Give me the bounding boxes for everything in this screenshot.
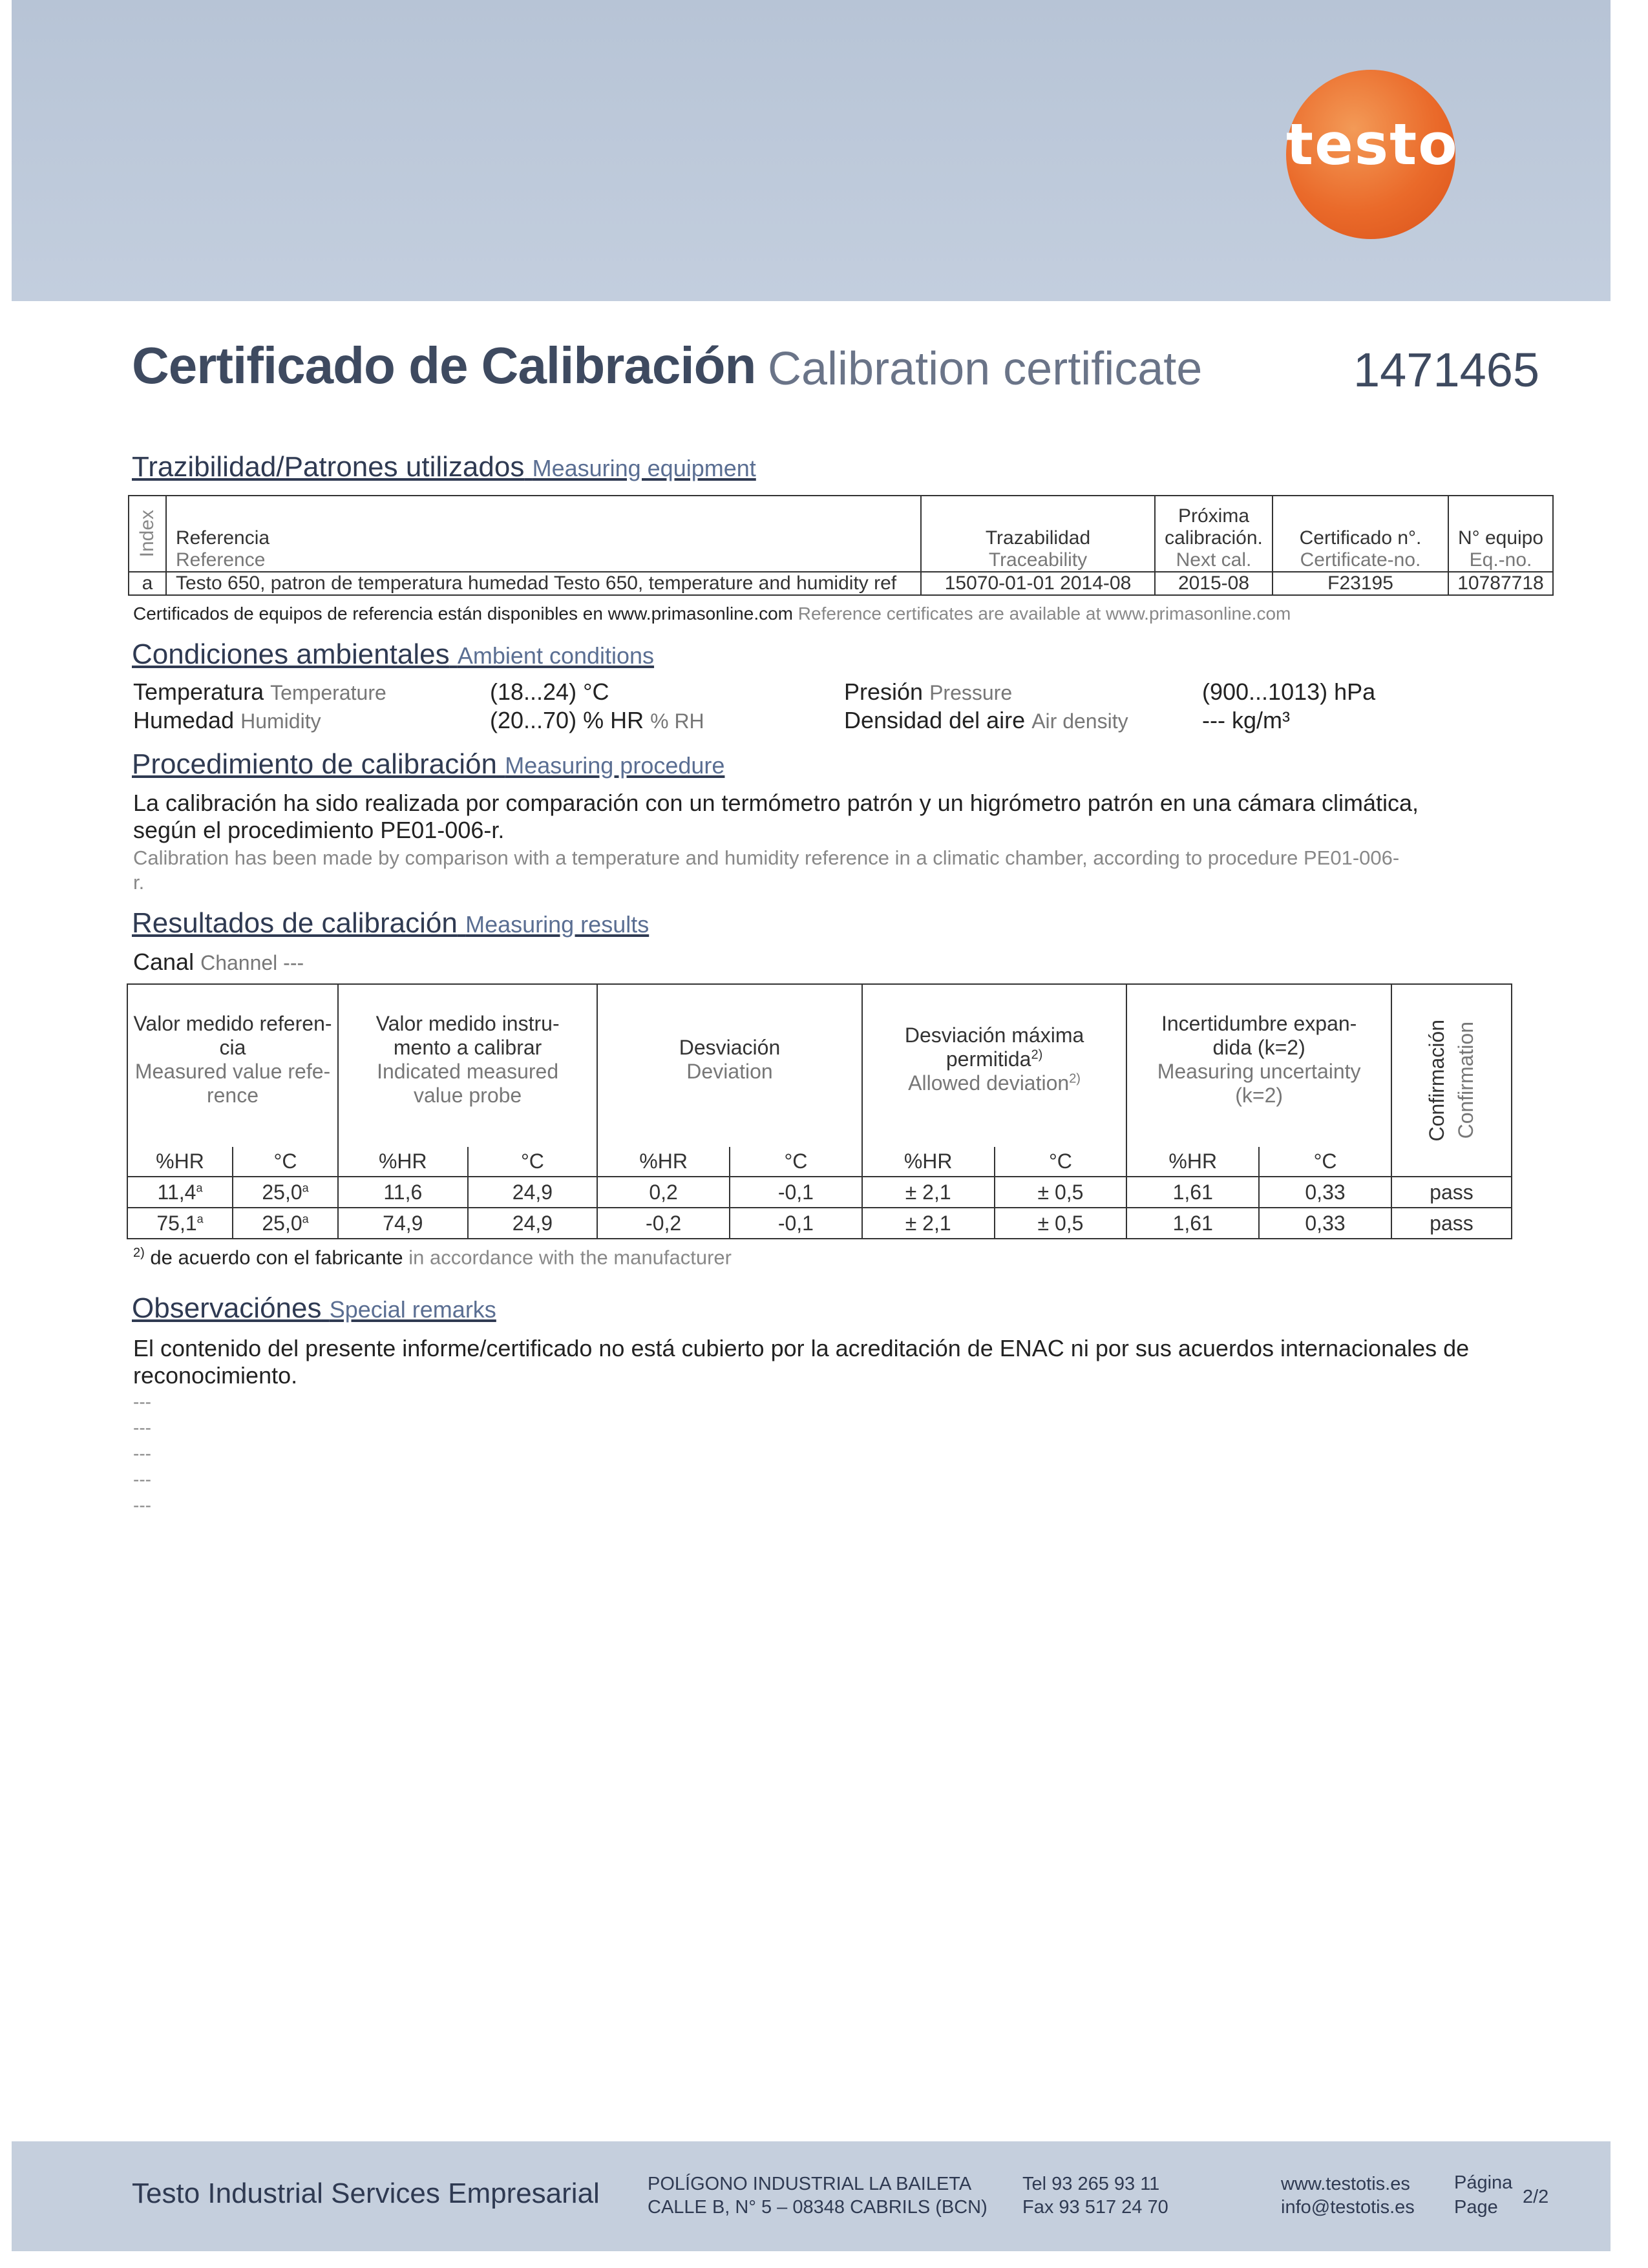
- max-hr-cell: ± 2,1: [862, 1177, 995, 1208]
- unit-cell: °C: [730, 1147, 862, 1177]
- reference-cell: Testo 650, patron de temperatura humedad Testo 650, temperature and humidity ref: [166, 572, 921, 595]
- traceability-header: Trazabilidad Traceability: [921, 496, 1155, 572]
- email-link[interactable]: info@testotis.es: [1281, 2197, 1415, 2218]
- dev-c-cell: -0,1: [730, 1208, 862, 1239]
- remarks-dash: ---: [133, 1444, 151, 1464]
- remarks-dash: ---: [133, 1495, 151, 1515]
- page-number: 2/2: [1523, 2187, 1549, 2207]
- remarks-dash: ---: [133, 1418, 151, 1438]
- deviation-header: Desviación Deviation: [597, 984, 862, 1147]
- unc-hr-cell: 1,61: [1126, 1208, 1259, 1239]
- procedure-text-es-2: según el procedimiento PE01-006-r.: [133, 817, 505, 843]
- unc-hr-cell: 1,61: [1126, 1177, 1259, 1208]
- air-density-label: Densidad del aire Air density: [844, 707, 1128, 733]
- certificate-header: Certificado n°. Certificate-no.: [1273, 496, 1448, 572]
- ind-c-cell: 24,9: [468, 1208, 598, 1239]
- dev-hr-cell: -0,2: [597, 1208, 730, 1239]
- page-title: Certificado de Calibración: [132, 337, 756, 394]
- max-c-cell: ± 0,5: [995, 1208, 1127, 1239]
- ind-hr-cell: 74,9: [338, 1208, 468, 1239]
- index-cell: a: [129, 572, 166, 595]
- ref-hr-cell: 11,4$^a$: [127, 1177, 233, 1208]
- next-cal-cell: 2015-08: [1155, 572, 1273, 595]
- unit-cell: %HR: [862, 1147, 995, 1177]
- index-header: Index: [129, 496, 166, 572]
- table-row: [127, 1208, 1512, 1239]
- channel-label: Canal Channel ---: [133, 949, 304, 975]
- ref-c-cell: 25,0$^a$: [233, 1208, 338, 1239]
- section-heading-results: Resultados de calibración Measuring results: [132, 907, 650, 939]
- page-label-es: Página: [1454, 2172, 1513, 2193]
- address-line-2: CALLE B, N° 5 – 08348 CABRILS (BCN): [648, 2197, 988, 2218]
- fax-number: Fax 93 517 24 70: [1022, 2197, 1168, 2218]
- footnote: $^{2)}$ de acuerdo con el fabricante in accordance with the manufacturer: [133, 1246, 732, 1269]
- temperature-value: (18...24) °C: [490, 678, 609, 705]
- next-cal-header: Próxima calibración. Next cal.: [1155, 496, 1273, 572]
- equipment-no-header: N° equipo Eq.-no.: [1448, 496, 1553, 572]
- ind-c-cell: 24,9: [468, 1177, 598, 1208]
- ref-c-cell: 25,0$^a$: [233, 1177, 338, 1208]
- testo-logo-text: testo: [1286, 111, 1459, 178]
- unit-cell: °C: [995, 1147, 1127, 1177]
- temperature-label: Temperatura Temperature: [133, 678, 386, 705]
- website-link[interactable]: www.testotis.es: [1281, 2174, 1410, 2194]
- unit-cell: %HR: [597, 1147, 730, 1177]
- confirmation-cell: pass: [1391, 1208, 1512, 1239]
- procedure-text-en-1: Calibration has been made by comparison with a temperature and humidity reference in a climatic chamber, according to procedure PE01-006-: [133, 846, 1400, 869]
- remarks-dash: ---: [133, 1392, 151, 1412]
- address-line-1: POLÍGONO INDUSTRIAL LA BAILETA: [648, 2174, 972, 2194]
- table-row: [127, 1177, 1512, 1208]
- section-heading-ambient: Condiciones ambientales Ambient conditions: [132, 638, 655, 670]
- air-density-value: --- kg/m³: [1202, 707, 1290, 733]
- ind-hr-cell: 11,6: [338, 1177, 468, 1208]
- section-heading-remarks: Observaciónes Special remarks: [132, 1292, 496, 1324]
- indicated-value-header: Valor medido instru- mento a calibrar Indicated measured value probe: [338, 984, 597, 1147]
- max-c-cell: ± 0,5: [995, 1177, 1127, 1208]
- pressure-label: Presión Pressure: [844, 678, 1013, 705]
- results-table: [127, 983, 1512, 1239]
- unit-cell: %HR: [127, 1147, 233, 1177]
- pressure-value: (900...1013) hPa: [1202, 678, 1376, 705]
- uncertainty-header: Incertidumbre expan- dida (k=2) Measuring uncertainty (k=2): [1126, 984, 1391, 1147]
- reference-value-header: Valor medido referen- cia Measured value refe- rence: [127, 984, 338, 1147]
- confirmation-cell: pass: [1391, 1177, 1512, 1208]
- procedure-text-en-2: r.: [133, 871, 145, 894]
- table-row: [129, 572, 1553, 595]
- dev-c-cell: -0,1: [730, 1177, 862, 1208]
- unit-cell: %HR: [338, 1147, 468, 1177]
- unit-cell: °C: [1259, 1147, 1391, 1177]
- remarks-dash: ---: [133, 1469, 151, 1489]
- section-heading-equipment: Trazibilidad/Patrones utilizados Measuring equipment: [132, 451, 756, 483]
- procedure-text-es-1: La calibración ha sido realizada por comparación con un termómetro patrón y un higrómetro patrón en una cámara climática,: [133, 790, 1419, 816]
- unit-cell: °C: [233, 1147, 338, 1177]
- humidity-value: (20...70) % HR % RH: [490, 707, 704, 733]
- ref-hr-cell: 75,1$^a$: [127, 1208, 233, 1239]
- unit-cell: %HR: [1126, 1147, 1259, 1177]
- max-hr-cell: ± 2,1: [862, 1208, 995, 1239]
- reference-certificates-note: Certificados de equipos de referencia están disponibles en www.primasonline.com Reference certificates are available at www.primasonline.com: [133, 604, 1291, 624]
- reference-header: Referencia Reference: [166, 496, 921, 572]
- page-title-en: Calibration certificate: [768, 343, 1203, 395]
- remarks-text-2: reconocimiento.: [133, 1362, 298, 1389]
- dev-hr-cell: 0,2: [597, 1177, 730, 1208]
- unit-cell: °C: [468, 1147, 598, 1177]
- phone-number: Tel 93 265 93 11: [1022, 2174, 1160, 2194]
- certificate-cell: F23195: [1273, 572, 1448, 595]
- certificate-number: 1471465: [1353, 343, 1540, 397]
- traceability-cell: 15070-01-01 2014-08: [921, 572, 1155, 595]
- page-label-en: Page: [1454, 2197, 1498, 2218]
- units-row: [127, 1147, 1512, 1177]
- equipment-table: [128, 495, 1554, 596]
- company-name: Testo Industrial Services Empresarial: [132, 2178, 600, 2209]
- unc-c-cell: 0,33: [1259, 1208, 1391, 1239]
- equipment-no-cell: 10787718: [1448, 572, 1553, 595]
- unc-c-cell: 0,33: [1259, 1177, 1391, 1208]
- section-heading-procedure: Procedimiento de calibración Measuring procedure: [132, 748, 725, 780]
- max-deviation-header: Desviación máxima permitida$^{2)}$ Allowed deviation$^{2)}$: [862, 984, 1127, 1147]
- remarks-text-1: El contenido del presente informe/certificado no está cubierto por la acreditación de ENAC ni por sus acuerdos internacionales de: [133, 1335, 1470, 1361]
- confirmation-header: Confirmación Confirmation: [1391, 984, 1512, 1177]
- humidity-label: Humedad Humidity: [133, 707, 321, 733]
